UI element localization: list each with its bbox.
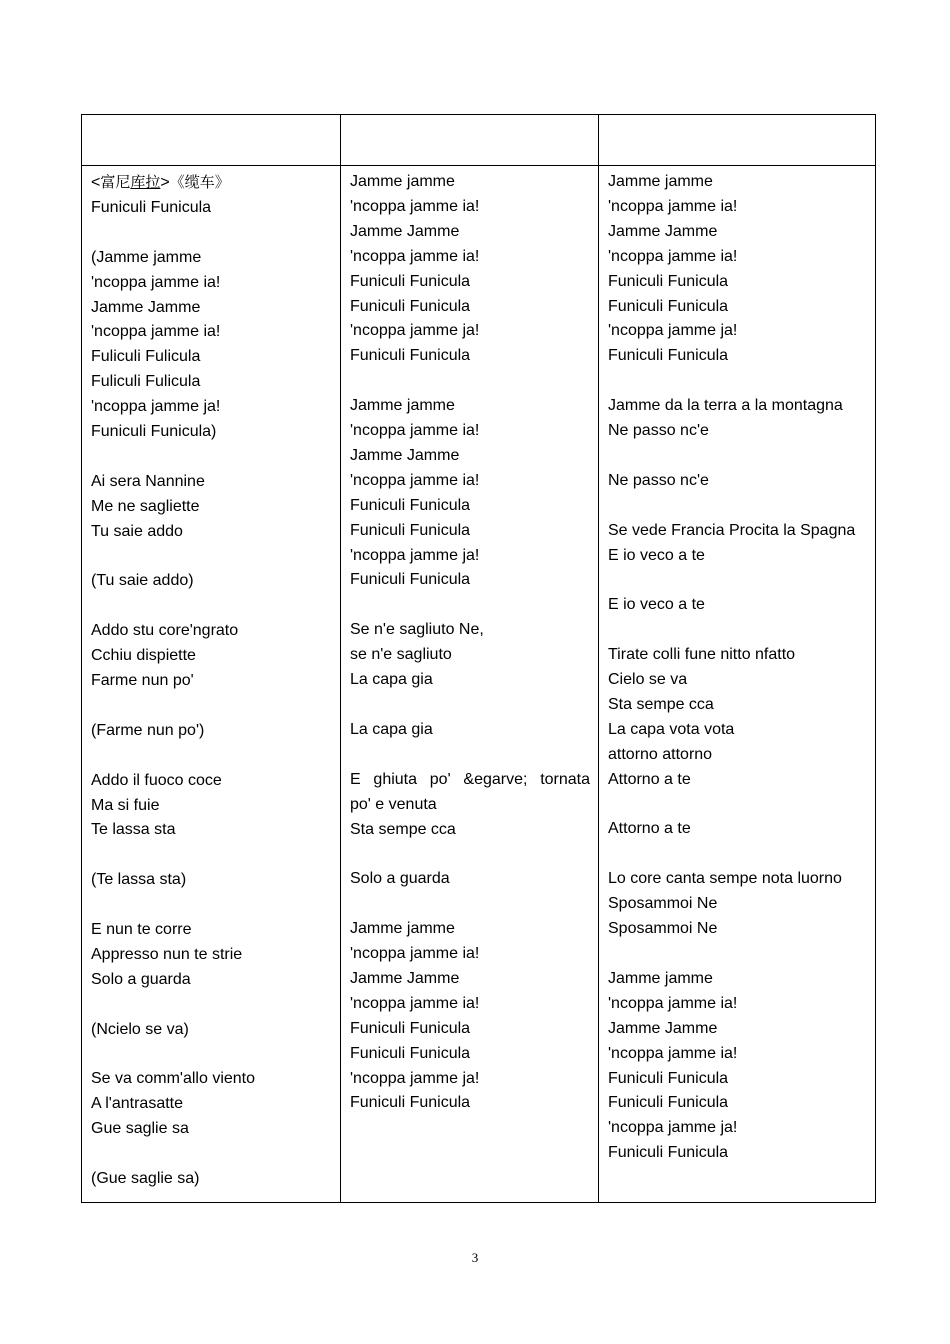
lyric-line: Funiculi Funicula [350,571,471,589]
lyric-line [91,445,332,470]
lyric-line: Sta sempe cca [608,695,714,713]
lyric-line: se n'e sagliuto [350,646,452,664]
lyric-line [608,369,867,394]
lyric-line: 'ncoppa jamme ia! [350,422,480,440]
lyric-line: Se n'e sagliuto Ne, [350,621,484,639]
lyric-line: Funiculi Funicula [350,347,471,365]
lyric-line: 'ncoppa jamme ja! [350,322,480,340]
lyric-line: Tu saie addo [91,522,183,540]
lyric-line: Funiculi Funicula [350,297,471,315]
lyric-line: Jamme Jamme [91,298,201,316]
lyric-line [608,568,867,593]
lyric-line: 'ncoppa jamme ia! [350,197,480,215]
lyric-line [350,842,590,867]
lyric-line: Jamme Jamme [350,222,460,240]
lyric-line: 'ncoppa jamme ia! [350,994,480,1012]
lyric-line: Funiculi Funicula [608,297,729,315]
lyric-line: Addo stu core'ngrato [91,622,239,640]
lyric-line: Tirate colli fune nitto nfatto [608,646,796,664]
lyric-line: Funiculi Funicula [350,1044,471,1062]
lyric-line [91,221,332,246]
lyric-line: Addo il fuoco coce [91,771,222,789]
lyric-line: La capa vota vota [608,720,735,738]
lyric-line: Gue saglie sa [91,1120,189,1138]
lyric-line [91,594,332,619]
lyric-line: La capa gia [350,671,433,689]
lyric-line [91,843,332,868]
lyric-line: (Te lassa sta) [91,871,187,889]
lyric-line: Ne passo nc'e [608,422,709,440]
lyric-line: Lo core canta sempe nota luorno [608,870,842,888]
title-open: < [91,174,101,191]
table-header-row [82,115,876,166]
lyric-line: 'ncoppa jamme ja! [350,1069,480,1087]
lyric-line: Ne passo nc'e [608,471,709,489]
lyric-line: Cchiu dispiette [91,647,196,665]
lyric-line: (Jamme jamme [91,248,202,266]
lyric-line: po' e venuta [350,795,437,813]
lyric-line: Se vede Francia Procita la Spagna [608,521,856,539]
lyric-line [91,744,332,769]
lyric-line: 'ncoppa jamme ia! [350,471,480,489]
lyric-line: 'ncoppa jamme ia! [350,247,480,265]
lyric-line: Funiculi Funicula [608,1069,729,1087]
lyric-line: Te lassa sta [91,821,176,839]
column-1-lines [91,196,332,1192]
lyric-line: Ma si fuie [91,796,160,814]
lyric-line-justified: E ghiuta po' &egarve; tornata [350,770,590,788]
lyric-line: Jamme da la terra a la montagna [608,397,843,415]
lyric-line [350,743,590,768]
lyric-line: Solo a guarda [350,870,450,888]
lyric-line: (Gue saglie sa) [91,1170,200,1188]
lyric-line: Attorno a te [608,820,691,838]
lyric-line: attorno attorno [608,745,713,763]
lyric-line: Ai sera Nannine [91,472,205,490]
lyrics-row [82,166,876,1203]
column-2-lines-top [350,170,590,768]
lyric-line [350,892,590,917]
lyrics-table [81,114,876,1203]
lyric-line: Me ne sagliette [91,497,200,515]
lyric-line: Sposammoi Ne [608,895,718,913]
lyric-line: E nun te corre [91,921,192,939]
lyric-line: 'ncoppa jamme ja! [608,322,738,340]
lyric-line: 'ncoppa jamme ia! [608,994,738,1012]
lyric-line [608,494,867,519]
lyric-line: Jamme Jamme [350,446,460,464]
lyric-line: Funiculi Funicula [608,272,729,290]
song-title [91,170,332,196]
lyric-line: Funiculi Funicula [91,198,212,216]
lyric-line: Cielo se va [608,671,688,689]
lyrics-column-2 [341,166,599,1203]
lyrics-column-1 [82,166,341,1203]
lyric-line: Appresso nun te strie [91,945,243,963]
lyric-line: 'ncoppa jamme ia! [608,197,738,215]
lyric-line: Funiculi Funicula [608,347,729,365]
lyric-line: 'ncoppa jamme ia! [91,273,221,291]
lyric-line: Farme nun po' [91,672,194,690]
lyric-line [608,842,867,867]
lyric-line: Jamme Jamme [608,1019,718,1037]
lyric-line [91,893,332,918]
lyric-line: Attorno a te [608,770,691,788]
lyric-line: E io veco a te [608,596,705,614]
lyric-line: E io veco a te [608,546,705,564]
lyric-line: La capa gia [350,720,433,738]
lyric-line [350,693,590,718]
header-cell-1 [82,115,341,166]
lyric-line: Jamme jamme [350,397,455,415]
lyric-line: Funiculi Funicula [608,1094,729,1112]
lyric-line: Jamme jamme [608,173,713,190]
lyric-line: (Ncielo se va) [91,1020,189,1038]
lyric-line: 'ncoppa jamme ia! [608,247,738,265]
column-2-lines-bottom [350,793,590,1117]
lyric-line: Jamme jamme [608,969,713,987]
lyric-line: Jamme jamme [350,173,455,190]
lyric-line: Funiculi Funicula [350,521,471,539]
lyric-line: Sta sempe cca [350,820,456,838]
lyric-line: Solo a guarda [91,970,191,988]
title-close: > [160,174,170,191]
lyric-line [91,545,332,570]
lyric-line [608,942,867,967]
lyric-line: Funiculi Funicula [608,1144,729,1162]
column-3-lines [608,170,867,1166]
header-cell-2 [341,115,599,166]
lyric-line [608,793,867,818]
lyric-line: 'ncoppa jamme ja! [91,398,221,416]
lyric-line [350,593,590,618]
lyric-line [91,993,332,1018]
lyric-line: Jamme Jamme [350,969,460,987]
lyric-line [91,1142,332,1167]
lyric-line: (Tu saie addo) [91,572,194,590]
lyric-line: Se va comm'allo viento [91,1070,256,1088]
title-part1: 富尼 [100,173,131,191]
title-suffix: 《缆车》 [169,173,230,191]
lyric-line [91,694,332,719]
lyric-line: A l'antrasatte [91,1095,183,1113]
lyric-line: Fuliculi Fulicula [91,348,201,366]
lyric-line: Funiculi Funicula [350,272,471,290]
lyric-line [350,369,590,394]
lyric-line: 'ncoppa jamme ia! [608,1044,738,1062]
page-number: 3 [471,1250,479,1265]
lyric-line: Funiculi Funicula [350,1019,471,1037]
lyric-line: (Farme nun po') [91,721,205,739]
lyrics-column-3 [599,166,876,1203]
lyric-line: Sposammoi Ne [608,920,718,938]
lyric-line: 'ncoppa jamme ia! [91,323,221,341]
lyric-line: Jamme jamme [350,920,455,938]
lyric-line [91,1043,332,1068]
lyric-line: Jamme Jamme [608,222,718,240]
lyric-line: Funiculi Funicula) [91,423,217,441]
lyric-line: 'ncoppa jamme ja! [608,1119,738,1137]
title-part2: 库拉 [130,173,161,191]
lyric-line: 'ncoppa jamme ia! [350,945,480,962]
lyric-line [608,618,867,643]
lyric-line: 'ncoppa jamme ja! [350,546,480,564]
lyric-line: Funiculi Funicula [350,496,471,514]
lyric-line: Fuliculi Fulicula [91,373,201,391]
lyric-line: Funiculi Funicula [350,1094,471,1112]
header-cell-3 [599,115,876,166]
lyric-line [608,444,867,469]
